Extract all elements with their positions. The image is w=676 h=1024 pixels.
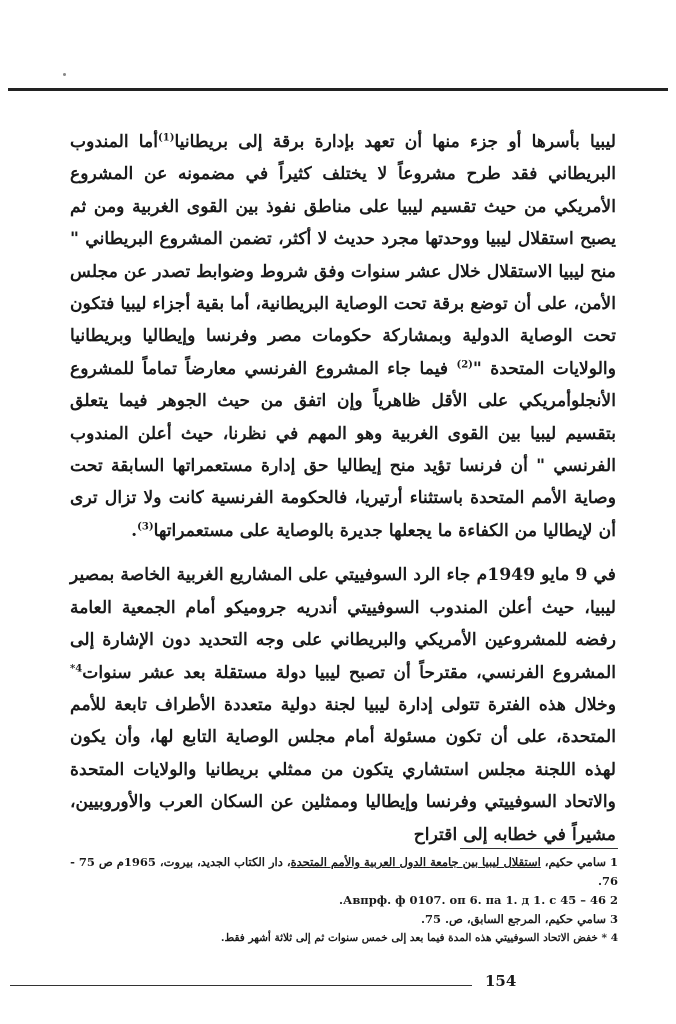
scan-speck [63, 73, 66, 76]
footnote-2: 2 Авпрф. ф 0107. оп 6. па 1. д 1. с 45 – 46. [338, 893, 618, 907]
paragraph-1 [70, 126, 616, 547]
footnote-ref-4[interactable]: 4* [70, 662, 83, 674]
header-rule [8, 88, 668, 91]
page-number: 154 [485, 972, 517, 990]
footnotes [70, 853, 618, 948]
paragraph-2-part-b: وخلال هذه الفترة تتولى إدارة ليبيا لجنة دولية متعددة الأطراف تابعة للأمم المتحدة، على أن تكون مسئولة أمام مجلس الوصاية التابع لها، وأن يكون لهذه اللجنة مجلس استشاري يتكون من ممثلي بريطانيا والولايات المتحدة والاتحاد السوفييتي وفرنسا وإيطاليا وممثلين عن السكان العرب والأوروبيين، مشيراً في خطابه إلى اقتراح [70, 694, 616, 845]
paragraph-2-part-a: في 9 مايو 1949م جاء الرد السوفييتي على المشاريع الغربية الخاصة بمصير ليبيا، حيث أعلن المندوب السوفييتي أندريه جروميكو أمام الجمعية العامة رفضه للمشروعين الأمريكي والبريطاني على وجه التحديد دون الإشارة إلى المشروع الفرنسي، مقترحاً أن تصبح ليبيا دولة مستقلة بعد عشر سنوات [70, 565, 616, 683]
footnote-rule [460, 848, 618, 849]
footnote-1 [70, 853, 618, 891]
footer-rule [10, 985, 472, 986]
footnote-1-publication: ، دار الكتاب الجديد، بيروت، 1965م ص 75 - 76. [70, 855, 618, 888]
footnote-4: 4 * خفض الاتحاد السوفييتي هذه المدة فيما بعد إلى خمس سنوات ثم إلى ثلاثة أشهر فقط. [220, 932, 618, 944]
paragraph-1-part-a: ليبيا بأسرها أو جزء منها أن تعهد بإدارة برقة إلى بريطانيا [174, 132, 616, 152]
paragraph-1-part-b: أما المندوب البريطاني فقد طرح مشروعاً لا يختلف كثيراً في مضمونه عن المشروع الأمريكي من حيث تقسيم ليبيا على مناطق نفوذ بين القوى الغربية ومن ثم يصبح استقلال ليبيا ووحدتها مجرد حديث لا أكثر، تضمن المشروع البريطاني " منح ليبيا الاستقلال خلال عشر سنوات وفق شروط وضوابط تصدر عن مجلس الأمن، على أن توضع برقة تحت الوصاية البريطانية، أما بقية أجزاء ليبيا فتكون تحت الوصاية الدولية وبمشاركة حكومات مصر وفرنسا وإيطاليا وبريطانيا والولايات المتحدة " [70, 132, 617, 379]
paragraph-2 [70, 559, 616, 851]
paragraph-1-part-c: فيما جاء المشروع الفرنسي معارضاً تماماً للمشروع الأنجلوأمريكي على الأقل ظاهرياً وإن اتفق من حيث الجوهر فيما يتعلق بتقسيم ليبيا بين القوى الغربية وهو المهم في نظرنا، حيث أعلن المندوب الفرنسي " أن فرنسا تؤيد منح إيطاليا حق إدارة مستعمراتها السابقة تحت وصاية الأمم المتحدة باستثناء أرتيريا، فالحكومة الفرنسية كانت ولا تزال ترى أن لإيطاليا من الكفاءة ما يجعلها جديرة بالوصاية على مستعمراتها [70, 358, 616, 541]
footnote-1-author: 1 سامي حكيم، [540, 855, 618, 869]
footnote-ref-2[interactable]: (2) [456, 359, 473, 371]
footnote-1-title: استقلال ليبيا بين جامعة الدول العربية والأمم المتحدة [290, 855, 541, 869]
footnote-ref-3[interactable]: (3) [137, 521, 154, 533]
paragraph-1-end: . [131, 520, 138, 541]
footnote-3: 3 سامي حكيم، المرجع السابق، ص. 75. [420, 912, 618, 926]
main-text [70, 126, 616, 851]
footnote-ref-1[interactable]: (1) [158, 132, 175, 144]
